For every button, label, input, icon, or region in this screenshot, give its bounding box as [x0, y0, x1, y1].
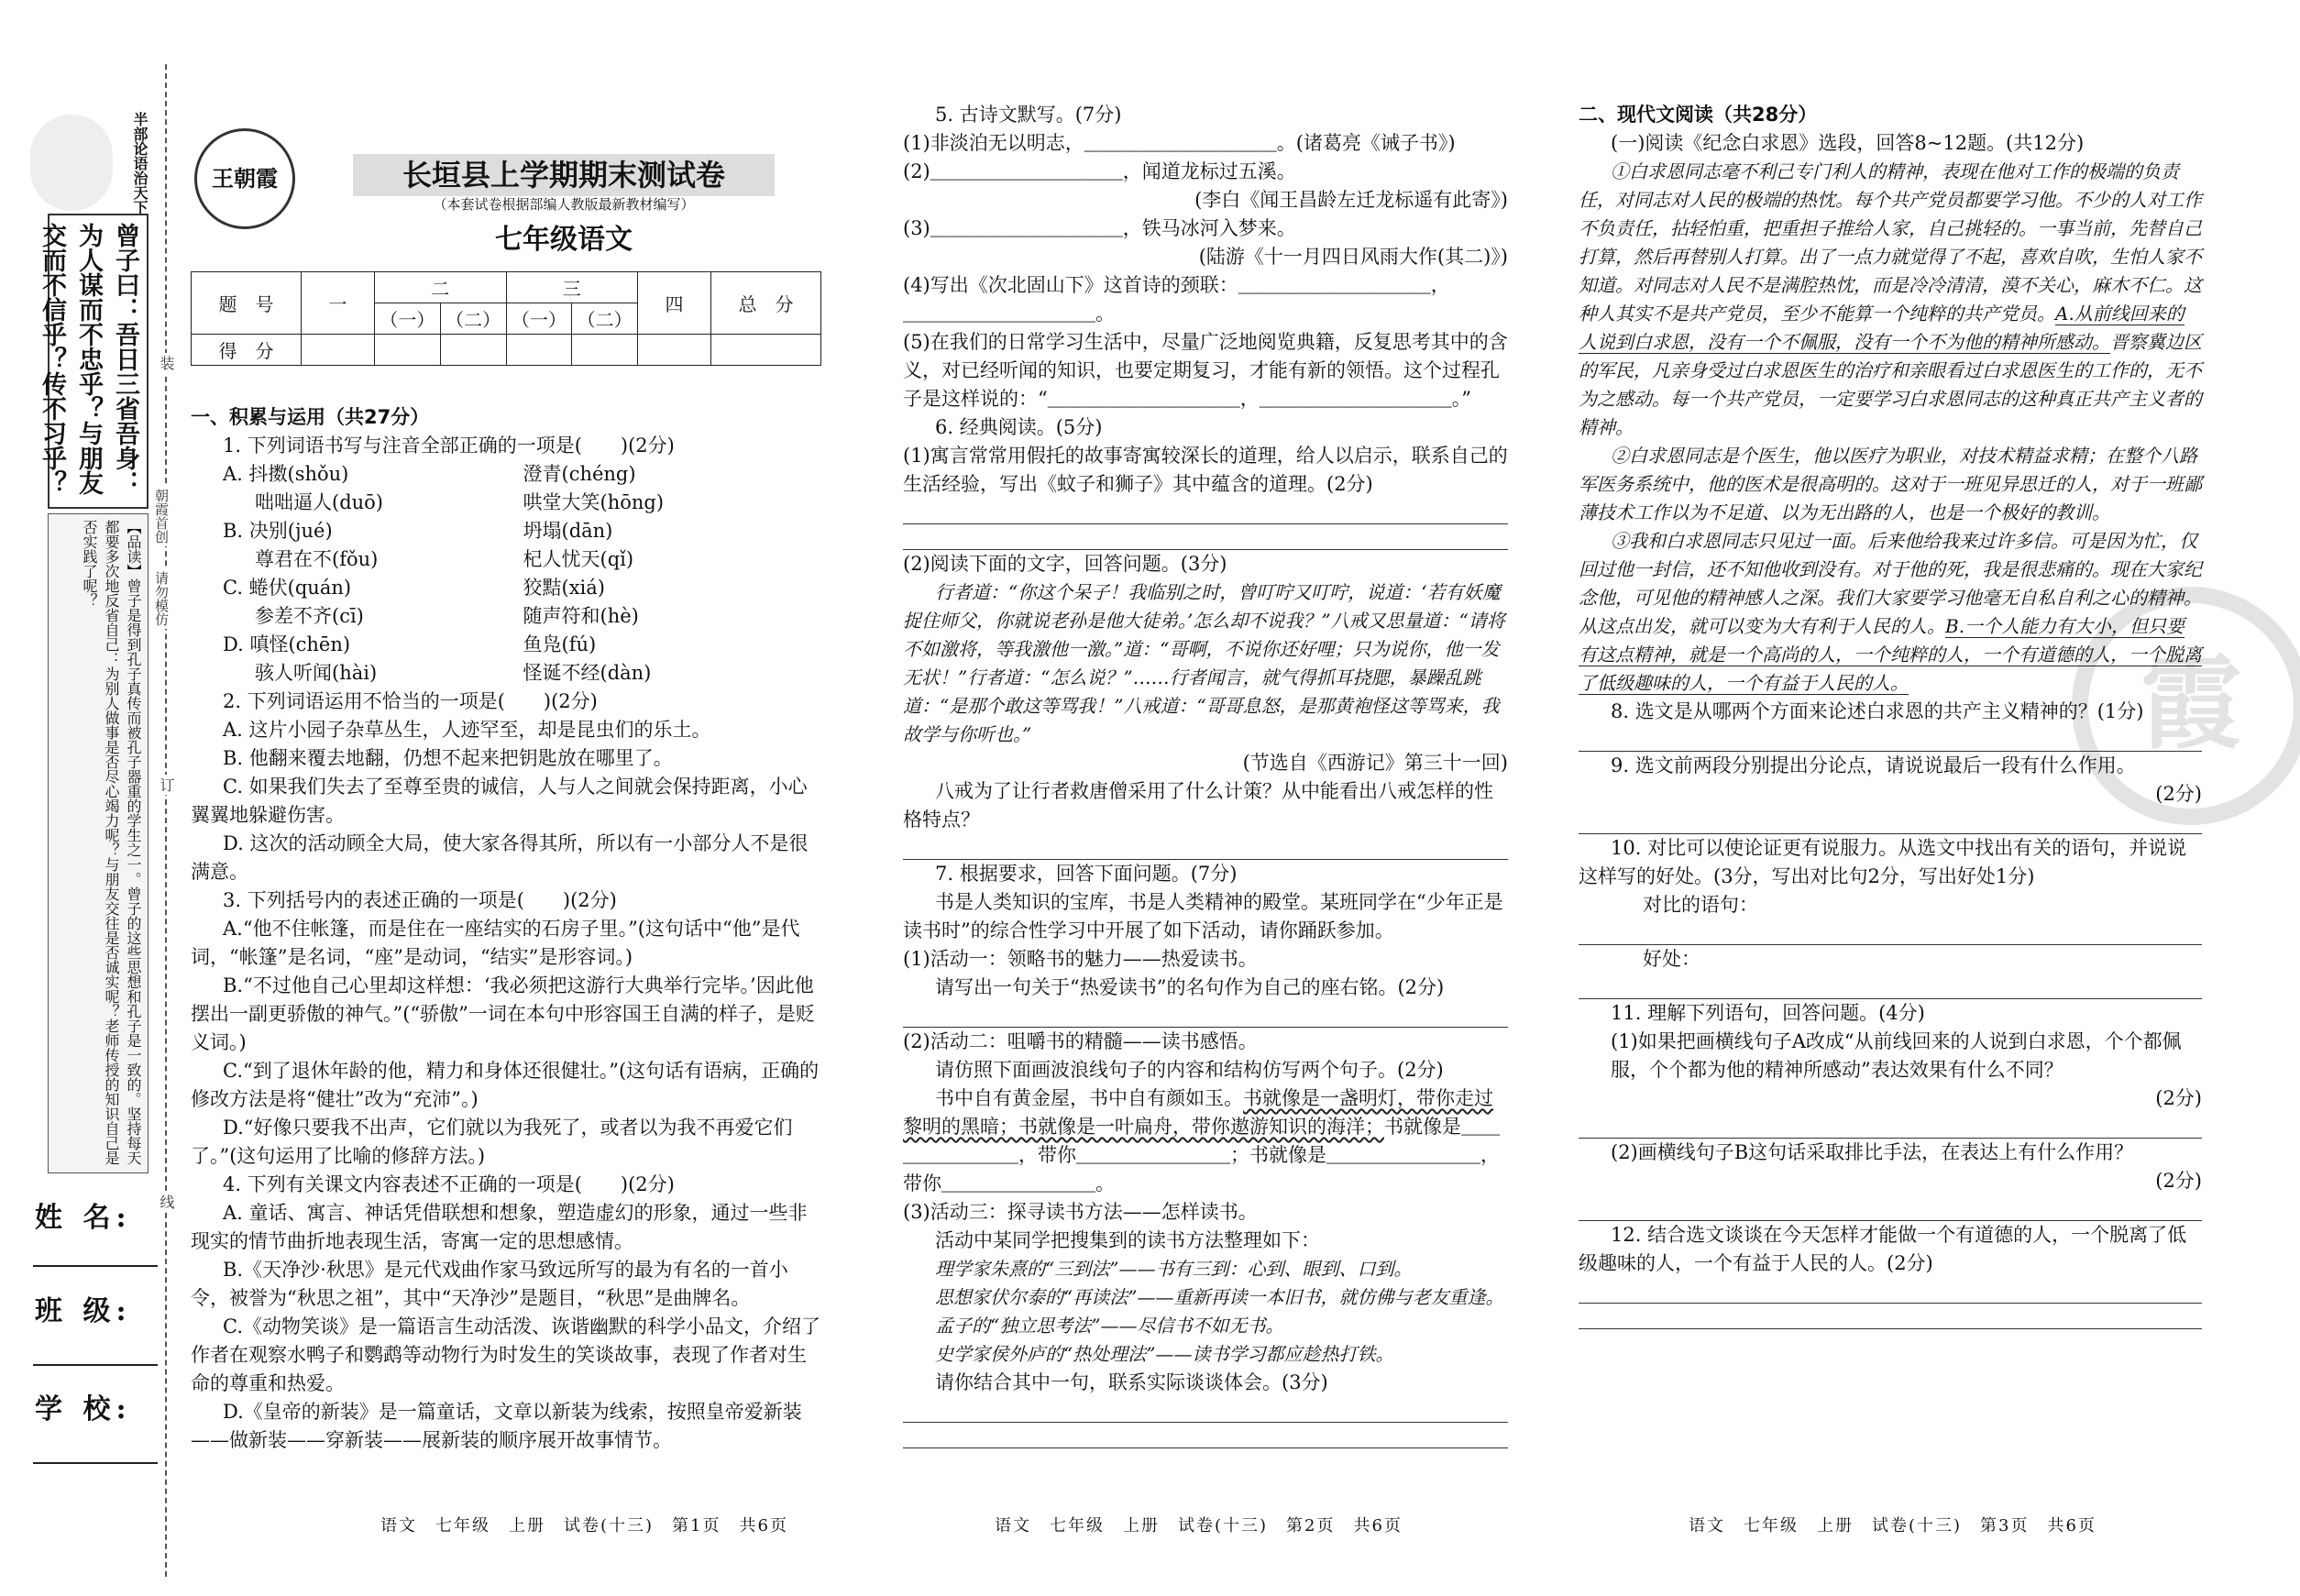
- q4-opt-a: A. 童话、寓言、神话凭借联想和想象，塑造虚幻的形象，通过一些非现实的情节曲折地表现生活，寄寓一定的思想感情。: [191, 1202, 808, 1252]
- passage-para-2: ②白求恩同志是个医生，他以医疗为职业，对技术精益求精；在整个八路军医务系统中，他的医术是很高明的。这对于一班见异思迁的人，对于一班鄙薄技术工作以为不足道、以为无出路的人，也是一个极好的教训。: [1579, 445, 2202, 523]
- score-cell[interactable]: [711, 335, 821, 366]
- binding-cut-line: [165, 64, 167, 1577]
- score-sub-b: （二）: [440, 303, 506, 335]
- q1-opt: A. 抖擞(shǒu): [223, 463, 349, 485]
- para-1-rest: 晋察冀边区的军民，凡亲身受过白求恩医生的治疗和亲眼看过白求恩医生的工作的，无不为之感动。每一个共产党员，一定要学习白求恩同志的这种真正共产主义者的精神。: [1579, 331, 2202, 438]
- pindu-commentary: 【品读】曾子是得到孔子真传而被孔子器重的学生之一。曾子的这些思想和孔子是一致的。坚持每天都要多次地反省自己：为别人做事是否尽心竭力呢？与朋友交往是否诚实呢？老师传授的知识自己是否实践了呢？: [48, 513, 149, 1173]
- q7-method-2: 思想家伏尔泰的“再读法”——重新再读一本旧书，就仿佛与老友重逢。: [935, 1286, 1504, 1308]
- q5-item-1: (1)非淡泊无以明志，＿＿＿＿＿＿＿＿＿＿。(诸葛亮《诫子书》): [903, 132, 1456, 154]
- answer-line[interactable]: [903, 1002, 1508, 1028]
- answer-line[interactable]: [1579, 1195, 2202, 1221]
- q3-opt-b: B.“不过他自己心里却这样想：‘我必须把这游行大典举行完毕。’因此他摆出一副更骄傲的神气。”(“骄傲”一词在本句中形容国王自满的样子，是贬义词。): [191, 974, 815, 1053]
- score-col-1: 一: [302, 272, 375, 335]
- para-1-text: ①白求恩同志毫不利己专门利人的精神，表现在他对工作的极端的负责任，对同志对人民的极端的热忱。每个共产党员都要学习他。不少的人对工作不负责任，拈轻怕重，把重担子推给人家，自己挑轻的。一事当前，先替自己打算，然后再替别人打算。出了一点力就觉得了不起，喜欢自吹，生怕人家不知道。对同志对人民不是满腔热忱，而是冷冷清清，漠不关心，麻木不仁。这种人其实不是共产党员，至少不能算一个纯粹的共产党员。: [1579, 160, 2202, 325]
- q4-opt-c: C.《动物笑谈》是一篇语言生动活泼、诙谐幽默的科学小品文，介绍了作者在观察水鸭子和鹦鹉等动物行为时发生的笑谈故事，表现了作者对生命的尊重和热爱。: [191, 1315, 820, 1394]
- score-sub-c: （一）: [506, 303, 572, 335]
- answer-line[interactable]: [1579, 1113, 2202, 1139]
- answer-line[interactable]: [903, 1423, 1508, 1448]
- q1-opt: 哄堂大笑(hōng): [523, 491, 665, 513]
- q5-item-4-blank: ＿＿＿＿＿＿＿＿＿＿。: [903, 303, 1115, 325]
- score-col-4: 四: [638, 272, 711, 335]
- answer-line[interactable]: [1579, 974, 2202, 999]
- q6-item-2: (2)阅读下面的文字，回答问题。(3分): [903, 553, 1227, 575]
- q5-item-2-source: (李白《闻王昌龄左迁龙标遥有此寄》): [1194, 189, 1508, 211]
- question-10: 10. 对比可以使论证更有说服力。从选文中找出有关的语句，并说说这样写的好处。(3分，写出对比句2分，写出好处1分): [1579, 837, 2187, 887]
- score-cell[interactable]: [572, 335, 638, 366]
- page-1: [191, 403, 823, 1455]
- q1-opt: 澄青(chéng): [523, 463, 636, 485]
- q1-opt: D. 嗔怪(chēn): [223, 633, 351, 655]
- page-2-footer: 语文 七年级 上册 试卷(十三) 第2页 共6页: [995, 1516, 1403, 1535]
- underlined-sentence-b: B.一个人能力有大小，但只要有这点精神，就是一个高尚的人，一个纯粹的人，一个有道德的人，一个脱离了低级趣味的人，一个有益于人民的人。: [1579, 615, 2202, 694]
- watermark-seal: 霞: [2072, 587, 2300, 825]
- q4-opt-b: B.《天净沙·秋思》是元代戏曲作家马致远所写的最为有名的一首小令，被誉为“秋思之祖”，其中“天净沙”是题目，“秋思”是曲牌名。: [191, 1259, 788, 1309]
- question-5: 5. 古诗文默写。(7分): [935, 104, 1122, 126]
- class-label: 班 级:: [35, 1295, 132, 1327]
- score-cell[interactable]: [638, 335, 711, 366]
- q7-activity-2-task: 请仿照下面画波浪线句子的内容和结构仿写两个句子。(2分): [935, 1059, 1444, 1081]
- answer-line[interactable]: [903, 1397, 1508, 1423]
- q1-opt: 坍塌(dān): [523, 520, 613, 542]
- q1-opt: 狡黠(xiá): [523, 577, 605, 599]
- question-1-options: [191, 460, 823, 688]
- q7-activity-3: (3)活动三：探寻读书方法——怎样读书。: [903, 1201, 1258, 1223]
- q5-item-5: (5)在我们的日常学习生活中，尽量广泛地阅览典籍，反复思考其中的含义，对已经听闻的知识，也要定期复习，才能有新的领悟。这个过程孔子是这样说的：“＿＿＿＿＿＿＿＿＿＿，＿＿＿＿＿＿＿＿＿＿。”: [903, 331, 1508, 410]
- question-3: 3. 下列括号内的表述正确的一项是( )(2分): [223, 889, 617, 911]
- q1-opt: B. 决别(jué): [223, 520, 333, 542]
- sidebar-avatar-illustration: [30, 115, 113, 211]
- q3-opt-c: C.“到了退休年龄的他，精力和身体还很健壮。”(这句话有语病，正确的修改方法是将“健壮”改为“充沛”。): [191, 1060, 820, 1110]
- score-table-header: 题 号: [192, 272, 302, 335]
- score-sub-d: （二）: [572, 303, 638, 335]
- exam-subject: 七年级语文: [495, 224, 633, 256]
- motto-small: 半部论语治天下: [131, 112, 149, 215]
- q5-item-2: (2)＿＿＿＿＿＿＿＿＿＿，闻道龙标过五溪。: [903, 160, 1296, 182]
- q3-opt-a: A.“他不住帐篷，而是住在一座结实的石房子里。”(这句话中“他”是代词，“帐篷”是名词，“座”是动词，“结实”是形容词。): [191, 918, 800, 968]
- q7-method-3: 孟子的“独立思考法”——尽信书不如无书。: [935, 1315, 1284, 1337]
- question-6: 6. 经典阅读。(5分): [935, 416, 1103, 438]
- reading-part-1: (一)阅读《纪念白求恩》选段，回答8~12题。(共12分): [1611, 132, 2085, 154]
- q1-opt: 杞人忧天(qǐ): [523, 548, 634, 570]
- passage-para-1: [1579, 158, 2202, 442]
- q6-item-1: (1)寓言常常用假托的故事寄寓较深长的道理，给人以启示，联系自己的生活经验，写出《蚊子和狮子》其中蕴含的道理。(2分): [903, 445, 1508, 495]
- q6-ask: 八戒为了让行者救唐僧采用了什么计策？从中能看出八戒怎样的性格特点？: [903, 780, 1493, 831]
- page-3-footer: 语文 七年级 上册 试卷(十三) 第3页 共6页: [1689, 1516, 2096, 1535]
- score-col-total: 总 分: [711, 272, 821, 335]
- q2-opt-c: C. 如果我们失去了至尊至贵的诚信，人与人之间就会保持距离，小心翼翼地躲避伤害。: [191, 776, 808, 826]
- q1-opt: 咄咄逼人(duō): [255, 491, 383, 513]
- cut-label-zhuang: 装: [156, 353, 177, 373]
- school-field[interactable]: [33, 1462, 158, 1464]
- question-1: 1. 下列词语书写与注音全部正确的一项是( )(2分): [223, 435, 675, 457]
- q7-activity-1-task: 请写出一句关于“热爱读书”的名句作为自己的座右铭。(2分): [935, 976, 1445, 998]
- school-label: 学 校:: [35, 1393, 132, 1425]
- score-sub-a: （一）: [375, 303, 441, 335]
- q2-opt-a: A. 这片小园子杂草丛生，人迹罕至，却是昆虫们的乐土。: [223, 719, 711, 741]
- answer-line[interactable]: [903, 499, 1508, 524]
- q1-opt: 尊君在不(fǒu): [255, 548, 379, 570]
- q7-imitation-sentence: [903, 1084, 1508, 1198]
- zengzi-quote: 曾子曰：吾日三省吾身：为人谋而不忠乎？与朋友交而不信乎？传不习乎？: [48, 214, 149, 509]
- answer-line[interactable]: [1579, 1304, 2202, 1329]
- question-12: 12. 结合选文谈谈在今天怎样才能做一个有道德的人，一个脱离了低级趣味的人，一个有益于人民的人。(2分): [1579, 1224, 2187, 1274]
- question-11: 11. 理解下列语句，回答问题。(4分): [1611, 1002, 1925, 1024]
- q5-item-3-source: (陆游《十一月四日风雨大作(其二)》): [1198, 246, 1508, 268]
- question-9-points: (2分): [2155, 783, 2202, 805]
- q7-sentence-plain: 书中自有黄金屋，书中自有颜如玉。: [935, 1087, 1243, 1109]
- cut-label-xian: 线: [156, 1192, 177, 1212]
- q11-item-1-points: (2分): [2155, 1087, 2202, 1109]
- answer-line[interactable]: [1579, 919, 2202, 945]
- q7-intro: 书是人类知识的宝库，书是人类精神的殿堂。某班同学在“少年正是读书时”的综合性学习中开展了如下活动，请你踊跃参加。: [903, 891, 1503, 941]
- answer-line[interactable]: [903, 524, 1508, 550]
- q7-method-4: 史学家侯外庐的“热处理法”——读书学习都应趁热打铁。: [935, 1343, 1394, 1365]
- exam-subtitle: （本套试卷根据部编人教版最新教材编写）: [433, 196, 695, 213]
- q7-activity-2: (2)活动二：咀嚼书的精髓——读书感悟。: [903, 1030, 1258, 1052]
- class-field[interactable]: [33, 1364, 158, 1366]
- question-8: 8. 选文是从哪两个方面来论述白求恩的共产主义精神的？(1分): [1611, 700, 2144, 722]
- q1-opt: 鱼凫(fú): [523, 633, 597, 655]
- underlined-sentence-a: A.从前线回来的人说到白求恩，没有一个不佩服，没有一个不为他的精神所感动。: [1579, 303, 2184, 353]
- q5-item-4: (4)写出《次北固山下》这首诗的颈联：＿＿＿＿＿＿＿＿＿＿，: [903, 274, 1450, 296]
- q7-sentence-blanks: 书就像是＿＿＿＿＿＿＿＿，带你＿＿＿＿＿＿＿＿；书就像是＿＿＿＿＿＿＿＿，带你＿＿＿＿＿＿＿＿。: [903, 1116, 1500, 1194]
- q11-item-1: (1)如果把画横线句子A改成“从前线回来的人说到白求恩，个个都佩服，个个都为他的精神所感动”表达效果有什么不同？: [1611, 1030, 2182, 1081]
- q1-opt: 随声符和(hè): [523, 605, 639, 627]
- publisher-logo: 王朝霞: [194, 128, 295, 229]
- cut-label-no-copy: 请勿模仿: [152, 568, 171, 629]
- q3-opt-d: D.“好像只要我不出声，它们就以为我死了，或者以为我不再爱它们了。”(这句运用了比喻的修辞方法。): [191, 1117, 793, 1167]
- score-cell[interactable]: [440, 335, 506, 366]
- name-field[interactable]: [33, 1265, 158, 1267]
- score-cell[interactable]: [375, 335, 441, 366]
- question-2: 2. 下列词语运用不恰当的一项是( )(2分): [223, 690, 598, 712]
- cut-label-ding: 订: [156, 775, 177, 795]
- q7-activity-1: (1)活动一：领略书的魅力——热爱读书。: [903, 948, 1258, 970]
- score-col-3: 三: [506, 272, 638, 303]
- q7-method-1: 理学家朱熹的“三到法”——书有三到：心到、眼到、口到。: [935, 1258, 1413, 1280]
- score-cell[interactable]: [506, 335, 572, 366]
- q10-contrast-label: 对比的语句：: [1643, 894, 1758, 916]
- score-row-label: 得 分: [192, 335, 302, 366]
- q6-passage: 行者道：“你这个呆子！我临别之时，曾叮咛又叮咛，说道：‘若有妖魔捉住师父，你就说老孙是他大徒弟。’怎么却不说我？”八戒又思量道：“请将不如激将，等我激他一激。”道：“哥啊，不说你还好哩；只为说你，他一发无状！”行者道：“怎么说？”……行者闻言，就气得抓耳挠腮，暴躁乱跳道：“是那个敢这等骂我！”八戒道：“哥哥息怒，是那黄袍怪这等骂来，我故学与你听也。”: [903, 581, 1505, 745]
- page-2: [903, 101, 1508, 1448]
- q1-opt: 怪诞不经(dàn): [523, 662, 652, 684]
- score-table: [191, 271, 821, 366]
- q1-opt: C. 蜷伏(quán): [223, 577, 352, 599]
- score-cell[interactable]: [302, 335, 375, 366]
- passage-para-3: [1579, 527, 2202, 698]
- name-label: 姓 名:: [35, 1202, 132, 1234]
- q1-opt: 骇人听闻(hài): [255, 662, 378, 684]
- answer-line[interactable]: [1579, 1278, 2202, 1304]
- q2-opt-b: B. 他翻来覆去地翻，仍想不起来把钥匙放在哪里了。: [223, 747, 673, 769]
- page-1-footer: 语文 七年级 上册 试卷(十三) 第1页 共6页: [380, 1516, 788, 1535]
- q11-item-2-points: (2分): [2155, 1170, 2202, 1192]
- question-4: 4. 下列有关课文内容表述不正确的一项是( )(2分): [223, 1173, 675, 1195]
- para-3-text: ③我和白求恩同志只见过一面。后来他给我来过许多信。可是因为忙，仅回过他一封信，还不知他收到没有。对于他的死，我是很悲痛的。现在大家纪念他，可见他的精神感人之深。我们大家要学习他毫无自私自利之心的精神。从这点出发，就可以变为大有利于人民的人。: [1579, 530, 2202, 637]
- q7-sentence-wavy: 书就像是一盏明灯，带你走过黎明的黑暗；书就像是一叶扁舟，带你遨游知识的海洋；: [903, 1087, 1493, 1138]
- answer-line[interactable]: [1579, 726, 2202, 752]
- answer-line[interactable]: [1579, 809, 2202, 834]
- exam-title: 长垣县上学期期末测试卷: [353, 154, 775, 196]
- q5-item-3: (3)＿＿＿＿＿＿＿＿＿＿，铁马冰河入梦来。: [903, 217, 1296, 239]
- answer-line[interactable]: [903, 834, 1508, 860]
- cut-label-original: 朝霞首创: [152, 486, 171, 546]
- q7-activity-3-task: 活动中某同学把搜集到的读书方法整理如下：: [935, 1229, 1320, 1251]
- question-7: 7. 根据要求，回答下面问题。(7分): [935, 863, 1238, 885]
- q6-source: (节选自《西游记》第三十一回): [1242, 752, 1508, 774]
- q11-item-2: (2)画横线句子B这句话采取排比手法，在表达上有什么作用？: [1611, 1141, 2134, 1163]
- section-2-heading: 二、现代文阅读（共28分）: [1579, 104, 1818, 126]
- q10-benefit-label: 好处：: [1643, 948, 1700, 970]
- q1-opt: 参差不齐(cī): [255, 605, 364, 627]
- q2-opt-d: D. 这次的活动顾全大局，使大家各得其所，所以有一小部分人不是很满意。: [191, 832, 809, 883]
- q7-activity-3-ask: 请你结合其中一句，联系实际谈谈体会。(3分): [935, 1371, 1328, 1393]
- question-9: 9. 选文前两段分别提出分论点，请说说最后一段有什么作用。: [1611, 754, 2136, 776]
- q4-opt-d: D.《皇帝的新装》是一篇童话，文章以新装为线索，按照皇帝爱新装——做新装——穿新装——展新装的顺序展开故事情节。: [191, 1401, 802, 1451]
- page-3: [1579, 101, 2202, 1329]
- section-1-heading: 一、积累与运用（共27分）: [191, 406, 430, 428]
- score-col-2: 二: [375, 272, 507, 303]
